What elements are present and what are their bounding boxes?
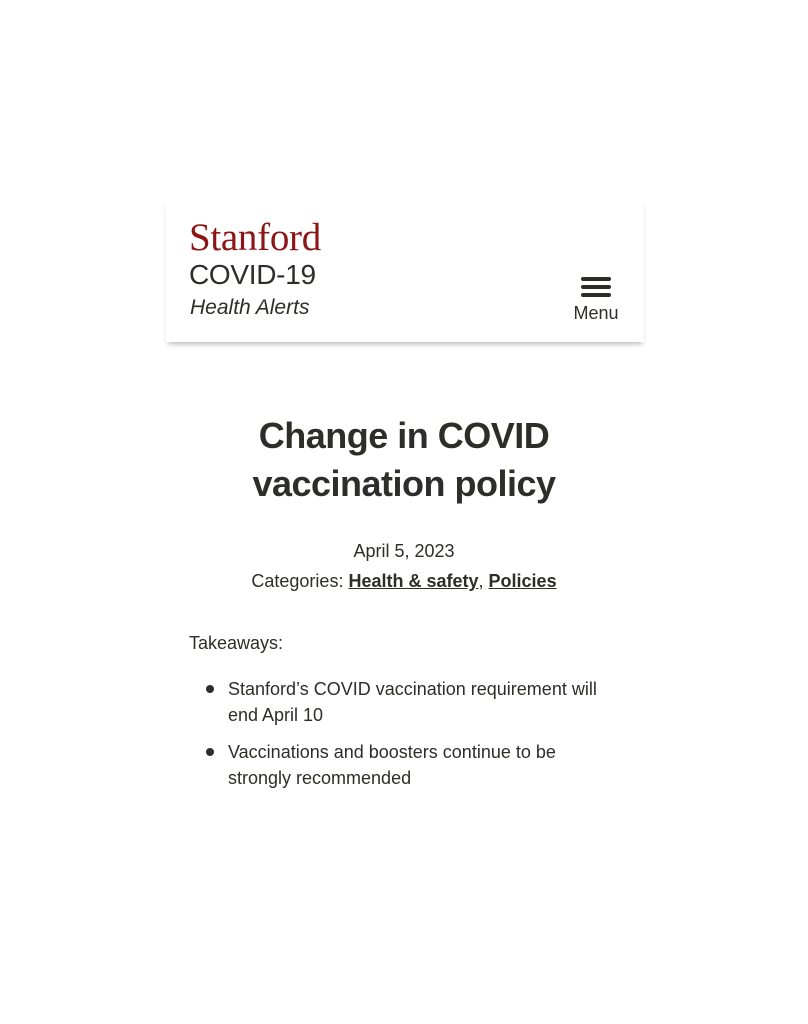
- site-branding: [189, 218, 321, 322]
- takeaway-item: [189, 739, 613, 791]
- takeaways-list: [189, 676, 619, 791]
- article-title: Change in COVID vaccination policy: [252, 415, 556, 504]
- bullet-icon: [206, 685, 214, 693]
- category-link-policies[interactable]: Policies: [488, 571, 557, 591]
- category-link-health-safety[interactable]: Health & safety: [348, 571, 479, 591]
- takeaway-item: [189, 676, 613, 728]
- menu-button[interactable]: [570, 275, 622, 325]
- article-date: April 5, 2023: [353, 541, 455, 561]
- category-separator: ,: [478, 571, 484, 591]
- stanford-wordmark-link[interactable]: Stanford: [189, 216, 321, 259]
- menu-label: Menu: [573, 303, 619, 323]
- site-title[interactable]: COVID-19: [189, 259, 316, 290]
- hamburger-line: [581, 285, 611, 289]
- categories-label: Categories:: [251, 571, 344, 591]
- bullet-icon: [206, 748, 214, 756]
- article-categories: [189, 566, 619, 596]
- article-meta: [189, 536, 619, 596]
- site-header: [166, 200, 644, 342]
- takeaways-label: Takeaways:: [189, 633, 284, 653]
- hamburger-line: [581, 293, 611, 297]
- article: [189, 412, 619, 802]
- hamburger-line: [581, 277, 611, 281]
- site-subtitle: Health Alerts: [190, 296, 310, 319]
- hamburger-icon: [581, 277, 611, 299]
- takeaway-text: Vaccinations and boosters continue to be strongly recommended: [228, 742, 556, 788]
- takeaway-text: Stanford’s COVID vaccination requirement will end April 10: [228, 679, 597, 725]
